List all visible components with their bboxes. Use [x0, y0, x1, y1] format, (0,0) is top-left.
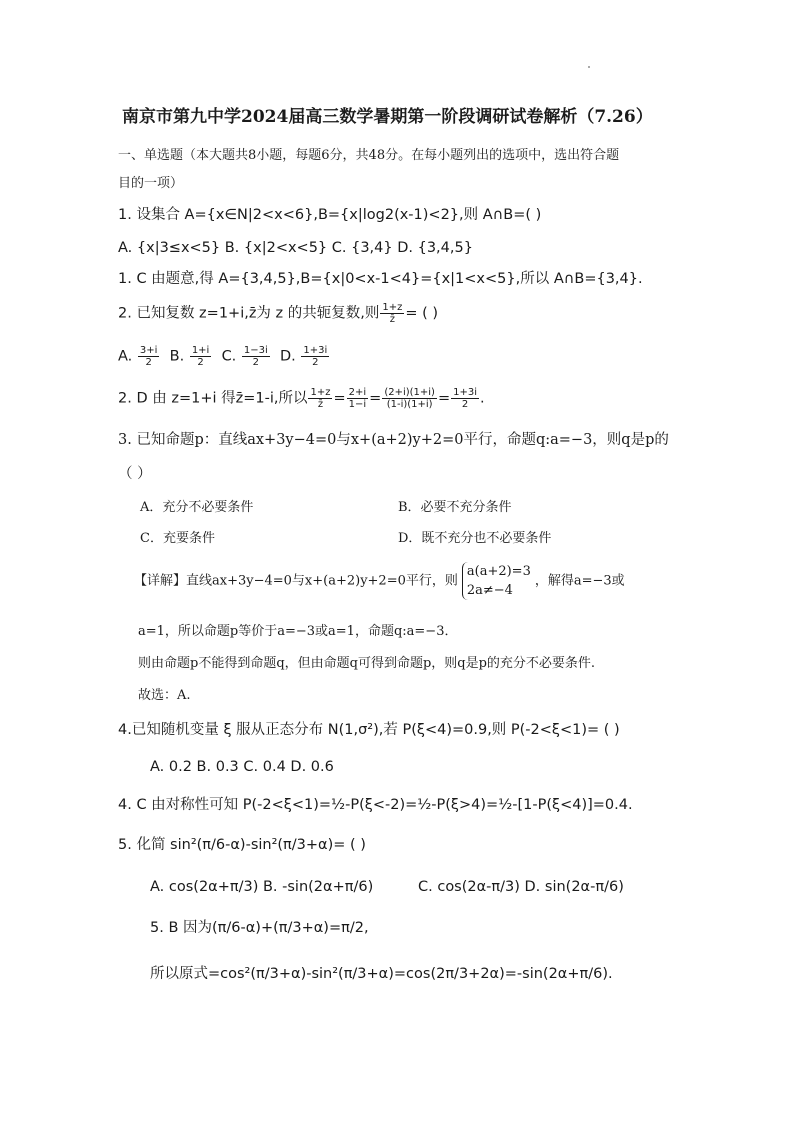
q2-option-a-fraction	[138, 345, 160, 368]
speck	[588, 66, 590, 68]
q3-stem: 3. 已知命题p：直线ax+3y−4=0与x+(a+2)y+2=0平行，命题q:a=−3，则q是p的	[118, 432, 669, 448]
q5-answer-line2: 所以原式=cos²(π/3+α)-sin²(π/3+α)=cos(2π/3+2α)=-sin(2α+π/6).	[150, 966, 613, 982]
q2-option-b: B.	[169, 348, 185, 365]
fraction-numerator: 1−3i	[243, 345, 268, 356]
q2-answer-fraction-1	[308, 387, 332, 410]
q3-detail-line4: 故选：A.	[138, 688, 191, 703]
q1-answer: 1. C 由题意,得 A={3,4,5},B={x|0<x-1<4}={x|1<x<5},所以 A∩B={3,4}.	[118, 271, 643, 287]
fraction-denominator: 2	[461, 399, 469, 410]
q3-detail-text-end: ，解得a=−3或	[534, 573, 625, 589]
q2-options	[118, 345, 330, 368]
fraction-numerator: 1+z	[310, 387, 331, 398]
q2-option-d-fraction	[301, 345, 329, 368]
q4-stem: 4.已知随机变量 ξ 服从正态分布 N(1,σ²),若 P(ξ<4)=0.9,则 P(-2<ξ<1)= ( )	[118, 722, 620, 738]
page-title: 南京市第九中学2024届高三数学暑期第一阶段调研试卷解析（7.26）	[122, 107, 653, 127]
fraction-denominator: 2	[145, 357, 152, 368]
q3-option-c: C．充要条件	[140, 531, 215, 546]
q5-options-cd: C. cos(2α-π/3) D. sin(2α-π/6)	[418, 879, 624, 895]
q3-detail-line2: a=1，所以命题p等价于a=−3或a=1，命题q:a=−3．	[138, 624, 458, 639]
q4-options: A. 0.2 B. 0.3 C. 0.4 D. 0.6	[150, 759, 334, 775]
q2-stem	[118, 302, 438, 325]
q3-detail-line3: 则由命题p不能得到命题q，但由命题q可得到命题p，则q是p的充分不必要条件.	[138, 656, 596, 671]
fraction-denominator: 2	[252, 357, 260, 368]
fraction-denominator: 2	[197, 357, 204, 368]
fraction-denominator: (1-i)(1+i)	[386, 399, 433, 410]
fraction-denominator: z̄	[317, 399, 324, 410]
q3-paren: （ ）	[118, 466, 152, 482]
q2-option-d: D.	[280, 348, 296, 365]
section-heading-cont: 目的一项）	[118, 176, 184, 191]
q3-option-a: A．充分不必要条件	[140, 500, 254, 515]
fraction-numerator: 3+i	[139, 345, 158, 356]
fraction-numerator: 1+z	[382, 302, 403, 313]
fraction-numerator: 2+i	[348, 387, 367, 398]
fraction-numerator: (2+i)(1+i)	[384, 387, 435, 398]
q5-answer-line1: 5. B 因为(π/6-α)+(π/3+α)=π/2,	[150, 920, 369, 936]
q2-answer-fraction-4	[451, 387, 479, 410]
q2-answer-fraction-3	[382, 387, 437, 410]
q3-option-d: D．既不充分也不必要条件	[398, 531, 552, 546]
equation-line: a(a+2)=3	[466, 564, 531, 579]
fraction-denominator: z̄	[389, 314, 395, 325]
fraction-denominator: 1−i	[348, 399, 367, 410]
q4-answer: 4. C 由对称性可知 P(-2<ξ<1)=½-P(ξ<-2)=½-P(ξ>4)=½-[1-P(ξ<4)]=0.4.	[118, 797, 633, 813]
q5-options-ab: A. cos(2α+π/3) B. -sin(2α+π/6)	[150, 879, 374, 895]
fraction-numerator: 1+3i	[453, 387, 478, 398]
fraction-denominator: 2	[312, 357, 319, 368]
q2-stem-fraction	[380, 302, 404, 325]
equation-line: 2a≠−4	[466, 583, 513, 598]
q2-option-b-fraction	[190, 345, 212, 368]
q2-option-c-fraction	[242, 345, 270, 368]
q1-options: A. {x|3≤x<5} B. {x|2<x<5} C. {3,4} D. {3,4,5}	[118, 240, 473, 256]
q2-option-c: C.	[221, 348, 237, 365]
q2-answer: 2. D 由 z=1+i 得z̄=1-i,所以 $\frac{1+z}{z̄}$ = $\frac{2+i}{1-i}$ = $\frac{(2+i)(1+i)}{(1-i)(1+i)}$ = $\frac{1+3i}{2}$ .	[118, 387, 485, 410]
q2-answer-fraction-2	[347, 387, 369, 410]
q2-option-a: A.	[118, 348, 133, 365]
q3-detail	[134, 562, 625, 600]
q3-equation-system	[462, 562, 531, 600]
section-heading: 一、单选题（本大题共8小题，每题6分，共48分。在每小题列出的选项中，选出符合题	[118, 148, 620, 163]
q2-answer-text: 2. D 由 z=1+i 得z̄=1-i,所以	[118, 390, 308, 407]
q3-option-b: B．必要不充分条件	[398, 500, 512, 515]
q1-stem: 1. 设集合 A={x∈N|2<x<6},B={x|log2(x-1)<2},则 A∩B=( )	[118, 207, 542, 223]
q2-stem-paren: = ( )	[405, 305, 439, 322]
q5-stem: 5. 化简 sin²(π/6-α)-sin²(π/3+α)= ( )	[118, 837, 366, 853]
fraction-numerator: 1+i	[191, 345, 210, 356]
q3-detail-text: 【详解】直线ax+3y−4=0与x+(a+2)y+2=0平行，则	[134, 573, 458, 589]
q2-stem-text: 2. 已知复数 z=1+i,z̄为 z 的共轭复数,则	[118, 305, 380, 322]
fraction-numerator: 1+3i	[303, 345, 328, 356]
